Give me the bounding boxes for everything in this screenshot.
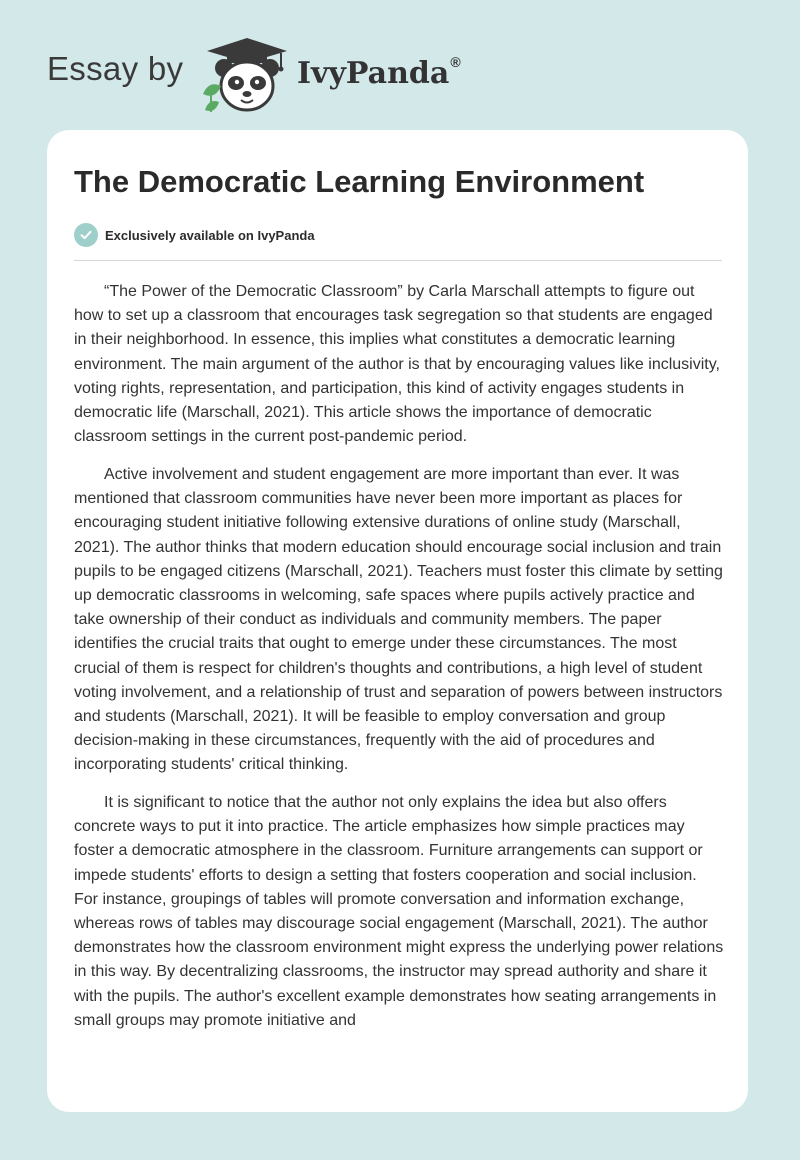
page-title: The Democratic Learning Environment (74, 164, 645, 199)
divider (74, 260, 722, 261)
paragraph: It is significant to notice that the author not only explains the idea but also offers concrete ways to put it into practice. The article emphasizes how simple practices may foster a democratic atmosphere in the classroom. Furniture arrangements can support or impede students' efforts to design a setting that fosters cooperation and social inclusion. For instance, groupings of tables will promote conversation and information exchange, whereas rows of tables may discourage social engagement (Marschall, 2021). The author demonstrates how the classroom environment might express the underlying power relations in this way. By decentralizing classrooms, the instructor may spread authority and share it with the pupils. The author's excellent example demonstrates how seating arrangements in small groups may promote initiative and (74, 794, 724, 1029)
essay-body (74, 280, 724, 1047)
exclusive-badge (74, 222, 315, 248)
badge-label: Exclusively available on IvyPanda (105, 227, 315, 243)
paragraph: Active involvement and student engagement are more important than ever. It was mentioned that classroom communities have never been more important as places for encouraging student initiative following extensive durations of online study (Marschall, 2021). The author thinks that modern education should encourage social inclusion and train pupils to be engaged citizens (Marschall, 2021). Teachers must foster this climate by setting up democratic classrooms in welcoming, safe spaces where pupils actively practice and take ownership of their conduct as individuals and community members. The paper identifies the crucial traits that ought to emerge under these circumstances. The most crucial of them is respect for children's thoughts and contributions, a high level of student voting involvement, and a relationship of trust and separation of powers between instructors and students (Marschall, 2021). It will be feasible to employ conversation and group decision-making in these circumstances, frequently with the aid of procedures and incorporating students' critical thinking. (74, 465, 723, 774)
essay-by-label: Essay by (47, 50, 184, 87)
registered-mark: ® (450, 54, 461, 70)
brand-name: IvyPanda® (297, 54, 461, 91)
essay-card (47, 130, 748, 1112)
site-header (47, 34, 547, 114)
panda-graduate-icon (201, 36, 293, 114)
paragraph: “The Power of the Democratic Classroom” by Carla Marschall attempts to figure out how to set up a classroom that encourages task segregation so that students are engaged in their neighborhood. In essence, this implies what constitutes a democratic learning environment. The main argument of the author is that by encouraging values like inclusivity, voting rights, representation, and participation, this kind of activity engages students in democratic life (Marschall, 2021). This article shows the importance of democratic classroom settings in the current post-pandemic period. (74, 283, 720, 446)
check-icon (74, 223, 98, 247)
